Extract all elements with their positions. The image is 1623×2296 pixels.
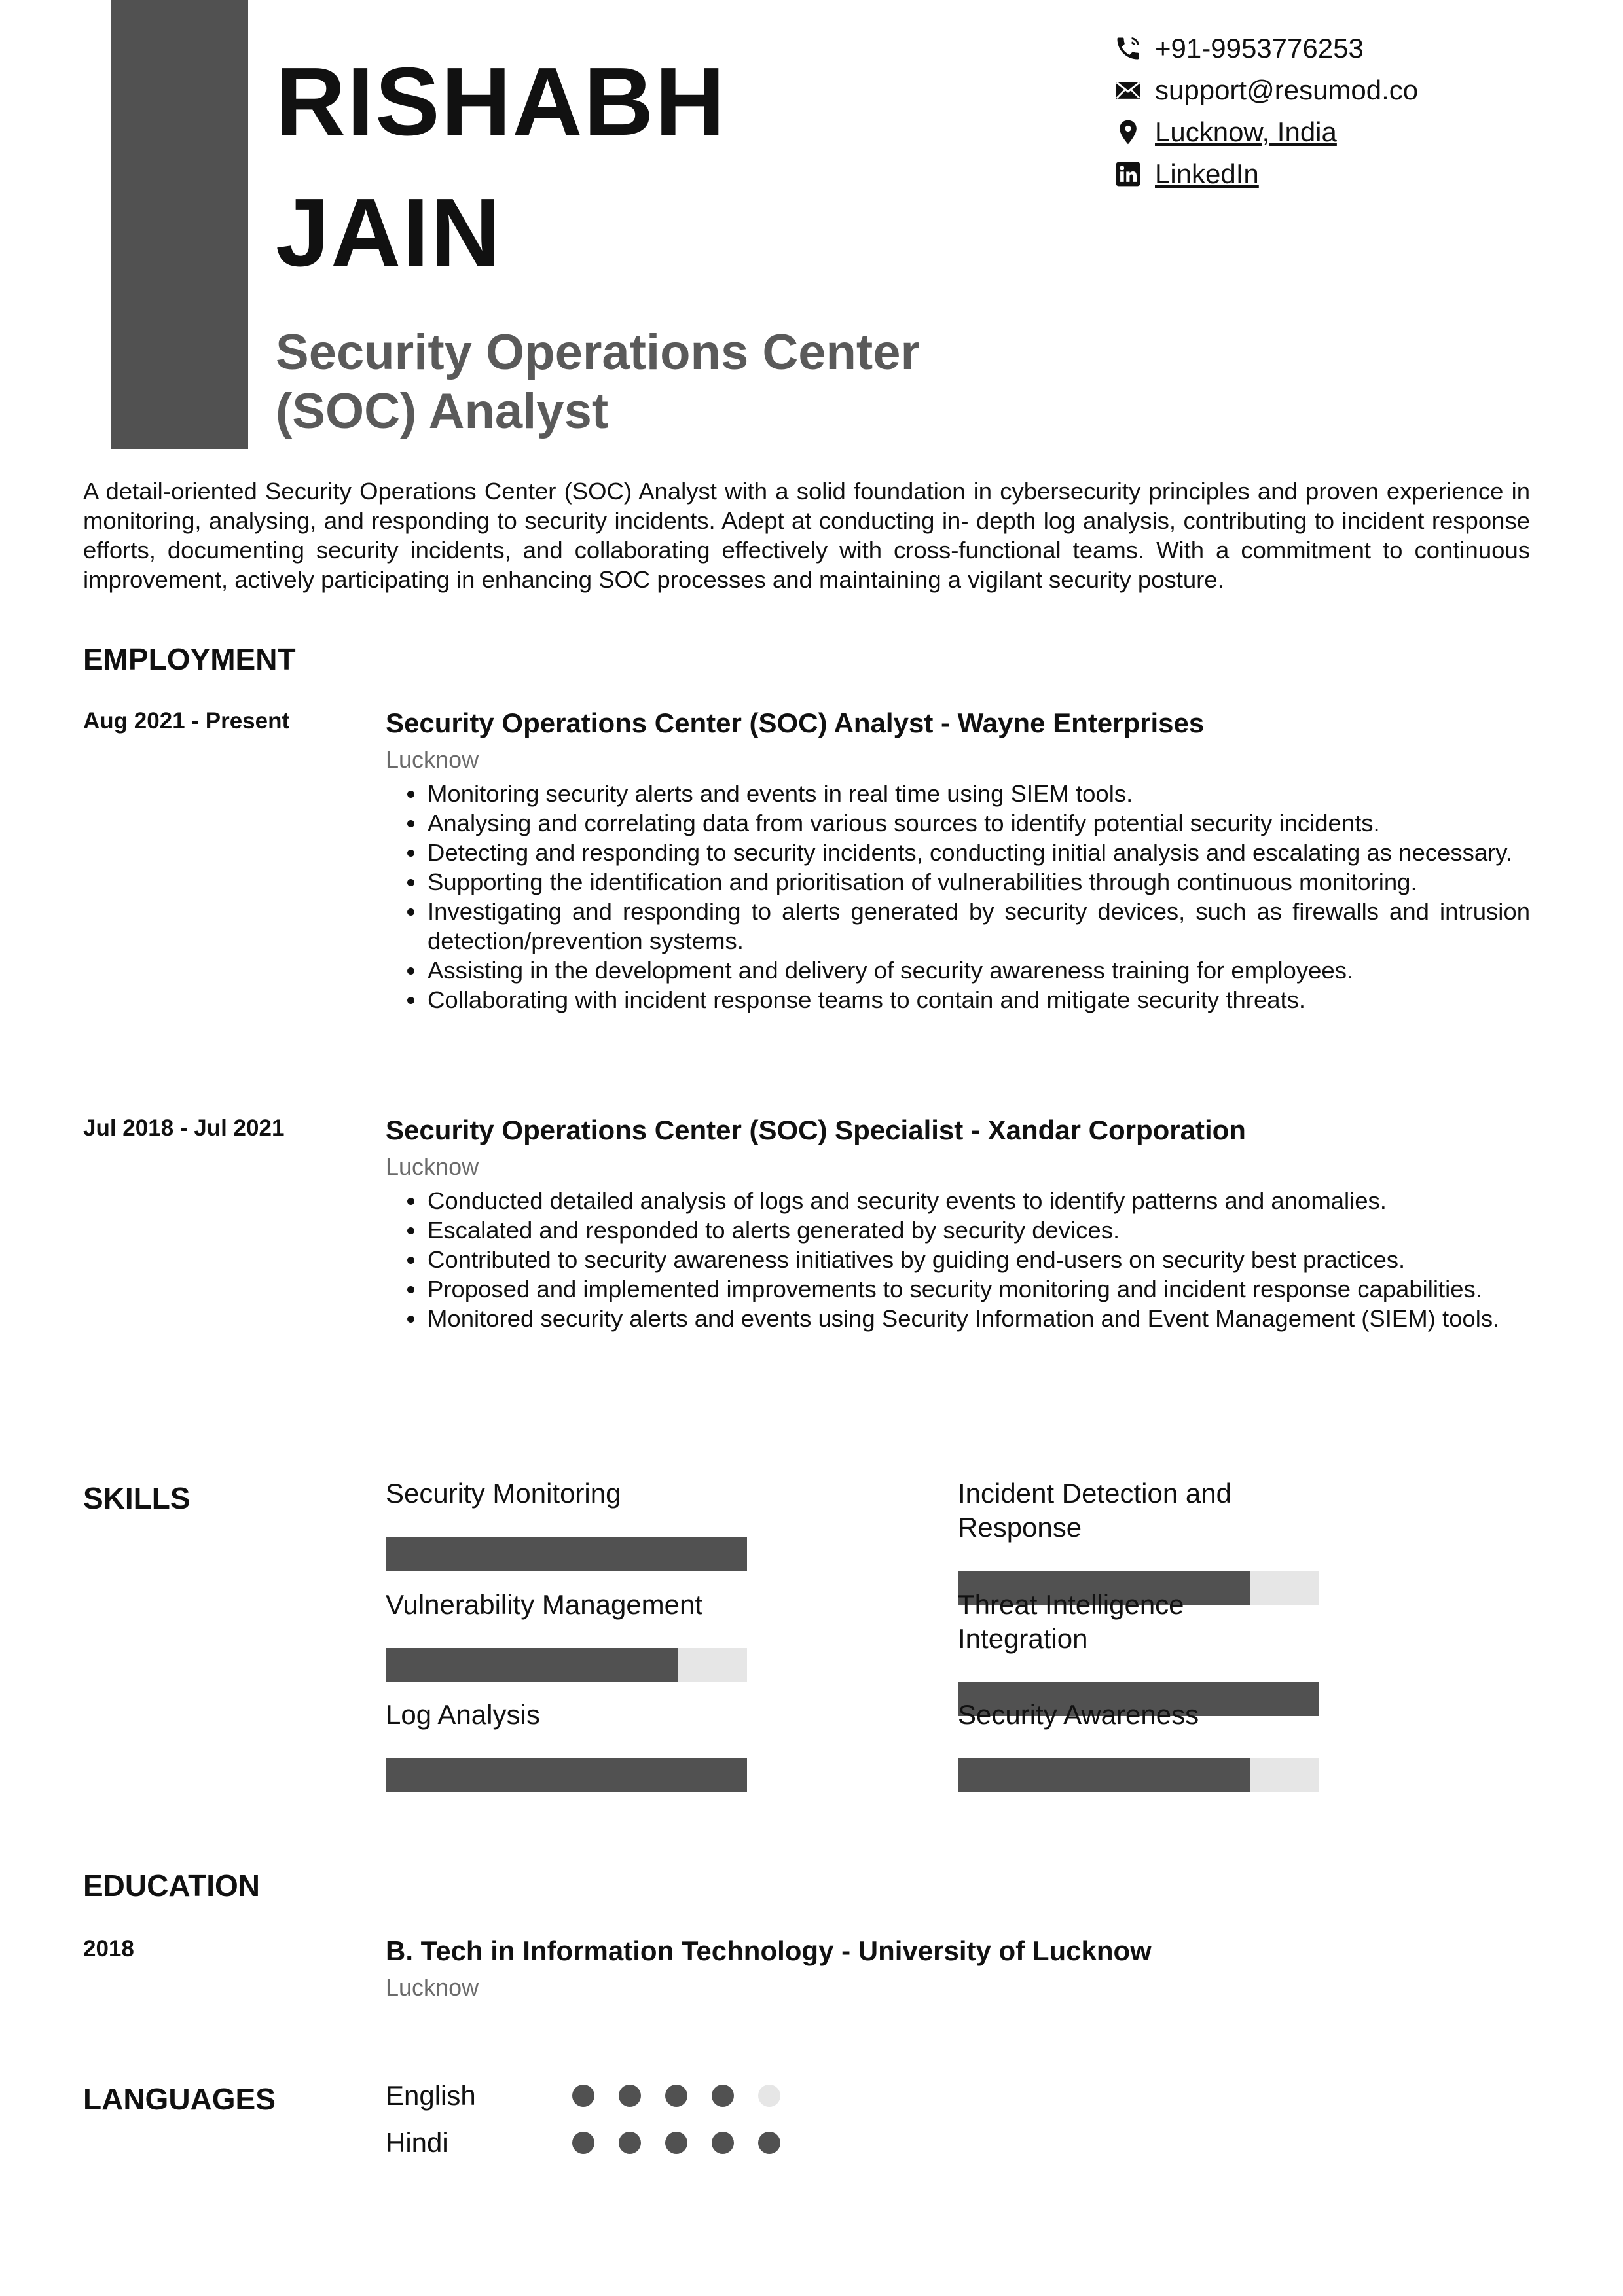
contact-block — [1113, 27, 1418, 195]
job-1-title: Security Operations Center (SOC) Analyst - Wayne Enterprises — [386, 708, 1205, 738]
level-dot-filled — [572, 2085, 594, 2107]
skill-level-bar — [386, 1648, 747, 1682]
skill-incident-detection — [958, 1477, 1319, 1605]
education-degree: B. Tech in Information Technology - University of Lucknow — [386, 1935, 1152, 1966]
contact-email[interactable] — [1113, 69, 1418, 111]
profile-summary: A detail-oriented Security Operations Center (SOC) Analyst with a solid foundation in cybersecurity principles and proven experience in monitoring, analysing, and responding to security incidents. Adept at conducting in- depth log analysis, contributing to incident response efforts, documenting security incidents, and collaborating effectively with cross-functional teams. With a commitment to continuous improvement, actively participating in enhancing SOC processes and maintaining a vigilant security posture. — [83, 478, 1530, 593]
skill-security-monitoring — [386, 1477, 747, 1571]
list-item: • Conducted detailed analysis of logs and security events to identify patterns and anomalies. — [426, 1186, 1530, 1215]
job-1-bullets — [386, 779, 1530, 1014]
level-dot-filled — [665, 2132, 687, 2154]
list-item: • Collaborating with incident response teams to contain and mitigate security threats. — [426, 985, 1530, 1014]
contact-phone — [1113, 27, 1418, 69]
skill-name: Incident Detection and Response — [958, 1478, 1231, 1543]
language-name: Hindi — [386, 2127, 448, 2158]
linkedin-icon — [1113, 159, 1143, 189]
skill-log-analysis — [386, 1698, 747, 1792]
skill-security-awareness — [958, 1698, 1319, 1792]
phone-text: +91-9953776253 — [1155, 33, 1364, 63]
skill-level-fill — [386, 1537, 747, 1571]
list-item: • Analysing and correlating data from various sources to identify potential security incidents. — [426, 808, 1530, 838]
first-name: RISHABH — [276, 48, 727, 156]
education-year: 2018 — [83, 1936, 134, 1962]
list-item: • Investigating and responding to alerts generated by security devices, such as firewalls and intrusion detection/prevention systems. — [426, 897, 1530, 956]
mail-icon — [1113, 75, 1143, 105]
list-item: • Supporting the identification and prioritisation of vulnerabilities through continuous monitoring. — [426, 867, 1530, 897]
list-item: • Proposed and implemented improvements to security monitoring and incident response capabilities. — [426, 1274, 1530, 1304]
header-accent-bar — [111, 0, 248, 449]
level-dot-empty — [758, 2085, 780, 2107]
level-dot-filled — [712, 2132, 734, 2154]
language-level-dots — [572, 2132, 805, 2154]
phone-icon — [1113, 33, 1143, 63]
education-heading: EDUCATION — [83, 1869, 261, 1903]
level-dot-filled — [665, 2085, 687, 2107]
job-1-dates: Aug 2021 - Present — [83, 708, 290, 734]
skill-name: Log Analysis — [386, 1699, 540, 1730]
skills-heading: SKILLS — [83, 1481, 191, 1515]
language-name: English — [386, 2080, 476, 2111]
language-level-dots — [572, 2085, 805, 2107]
skill-name: Security Monitoring — [386, 1478, 621, 1509]
education-entry — [386, 1933, 1530, 2007]
contact-linkedin[interactable] — [1113, 153, 1418, 195]
employment-heading: EMPLOYMENT — [83, 642, 296, 676]
job-2-location: Lucknow — [386, 1153, 479, 1180]
level-dot-filled — [619, 2085, 641, 2107]
list-item: • Detecting and responding to security incidents, conducting initial analysis and escalating as necessary. — [426, 838, 1530, 867]
skill-level-bar — [386, 1758, 747, 1792]
skill-name: Security Awareness — [958, 1699, 1199, 1730]
skill-level-bar — [958, 1758, 1319, 1792]
linkedin-link[interactable]: LinkedIn — [1155, 158, 1259, 189]
level-dot-filled — [712, 2085, 734, 2107]
contact-location[interactable] — [1113, 111, 1418, 153]
level-dot-filled — [619, 2132, 641, 2154]
list-item: • Contributed to security awareness initiatives by guiding end-users on security best practices. — [426, 1245, 1530, 1274]
level-dot-filled — [572, 2132, 594, 2154]
job-1-location: Lucknow — [386, 746, 479, 773]
location-link[interactable]: Lucknow, India — [1155, 117, 1337, 147]
job-2-title: Security Operations Center (SOC) Specialist - Xandar Corporation — [386, 1115, 1246, 1145]
language-english — [386, 2072, 805, 2119]
last-name: JAIN — [276, 179, 502, 287]
languages-heading: LANGUAGES — [83, 2082, 276, 2116]
skill-name: Vulnerability Management — [386, 1589, 703, 1620]
language-hindi — [386, 2119, 805, 2166]
list-item: • Monitoring security alerts and events in real time using SIEM tools. — [426, 779, 1530, 808]
skill-vulnerability-management — [386, 1588, 747, 1682]
skill-level-fill — [958, 1758, 1250, 1792]
job-2-bullets — [386, 1186, 1530, 1333]
location-pin-icon — [1113, 117, 1143, 147]
list-item: • Assisting in the development and delivery of security awareness training for employees. — [426, 956, 1530, 985]
job-2-dates: Jul 2018 - Jul 2021 — [83, 1115, 285, 1141]
job-title — [276, 323, 983, 441]
skill-name: Threat Intelligence Integration — [958, 1589, 1184, 1654]
skill-level-bar — [386, 1537, 747, 1571]
education-location: Lucknow — [386, 1974, 479, 2001]
job-2 — [386, 1113, 1530, 1333]
list-item: • Escalated and responded to alerts generated by security devices. — [426, 1215, 1530, 1245]
skill-threat-intelligence — [958, 1588, 1319, 1716]
job-title-line-1: Security Operations Center — [276, 325, 921, 380]
level-dot-filled — [758, 2132, 780, 2154]
skill-level-fill — [386, 1758, 747, 1792]
list-item: • Monitored security alerts and events using Security Information and Event Management (SIEM) tools. — [426, 1304, 1530, 1333]
job-title-line-2: (SOC) Analyst — [276, 384, 609, 439]
skill-level-fill — [386, 1648, 678, 1682]
job-1 — [386, 706, 1530, 1014]
email-text[interactable]: support@resumod.co — [1155, 75, 1419, 105]
